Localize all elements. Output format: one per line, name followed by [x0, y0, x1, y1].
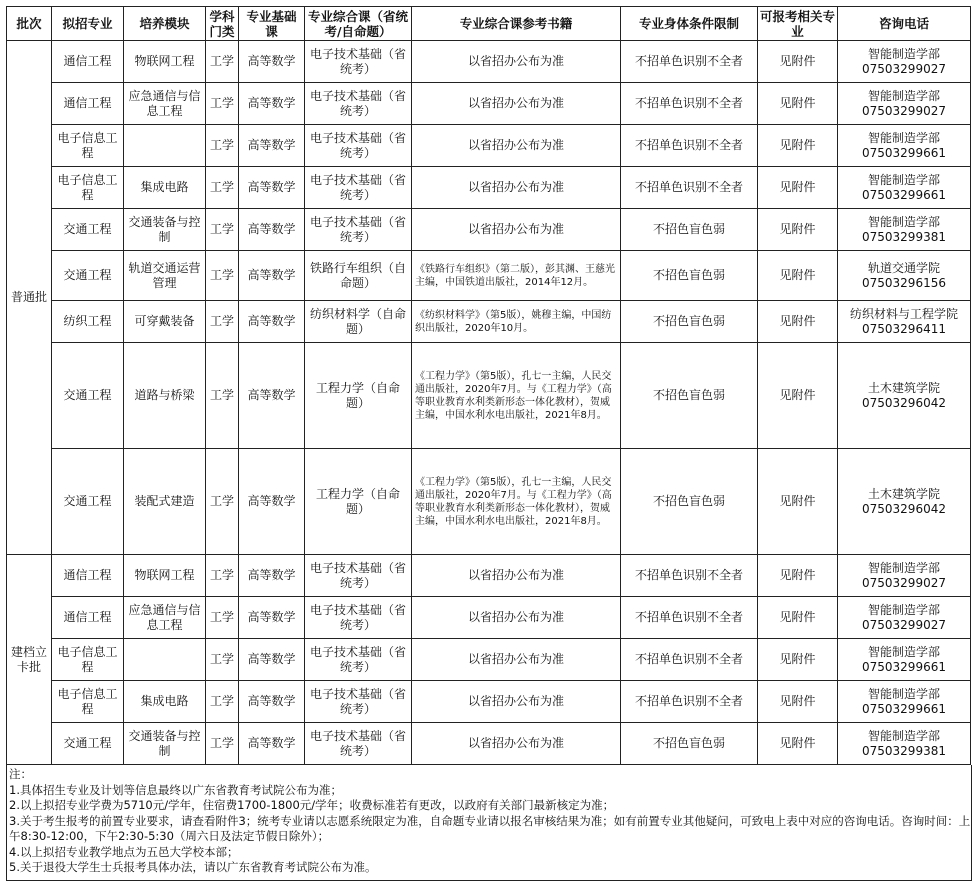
contact-cell: 智能制造学部07503299381	[838, 209, 971, 251]
physical-requirement-cell: 不招色盲色弱	[621, 449, 758, 555]
category-cell: 工学	[206, 723, 239, 765]
related-majors-cell: 见附件	[758, 343, 838, 449]
table-row	[7, 723, 971, 765]
reference-books-cell: 《工程力学》（第5版），孔七一主编，人民交通出版社，2020年7月。与《工程力学》（高等职业教育水利类新形态一体化教材），贺威主编，中国水利水电出版社，2021年8月。	[412, 449, 621, 555]
table-body	[7, 41, 971, 765]
major-cell: 通信工程	[52, 597, 124, 639]
major-cell: 纺织工程	[52, 301, 124, 343]
physical-requirement-cell: 不招单色识别不全者	[621, 125, 758, 167]
column-header: 拟招专业	[52, 7, 124, 41]
category-cell: 工学	[206, 251, 239, 301]
major-cell: 通信工程	[52, 555, 124, 597]
comprehensive-course-cell: 工程力学（自命题）	[305, 343, 412, 449]
category-cell: 工学	[206, 167, 239, 209]
major-cell: 交通工程	[52, 449, 124, 555]
major-cell: 电子信息工程	[52, 681, 124, 723]
module-cell: 应急通信与信息工程	[124, 83, 206, 125]
module-cell: 集成电路	[124, 681, 206, 723]
column-header: 可报考相关专业	[758, 7, 838, 41]
note-line: 4.以上拟招专业教学地点为五邑大学校本部；	[9, 844, 239, 859]
physical-requirement-cell: 不招色盲色弱	[621, 209, 758, 251]
column-header: 咨询电话	[838, 7, 971, 41]
table-row	[7, 639, 971, 681]
module-cell	[124, 639, 206, 681]
basic-course-cell: 高等数学	[239, 723, 305, 765]
related-majors-cell: 见附件	[758, 209, 838, 251]
comprehensive-course-cell: 电子技术基础（省统考）	[305, 41, 412, 83]
physical-requirement-cell: 不招色盲色弱	[621, 301, 758, 343]
comprehensive-course-cell: 电子技术基础（省统考）	[305, 681, 412, 723]
comprehensive-course-cell: 铁路行车组织（自命题）	[305, 251, 412, 301]
module-cell: 可穿戴装备	[124, 301, 206, 343]
module-cell	[124, 125, 206, 167]
related-majors-cell: 见附件	[758, 681, 838, 723]
reference-books-cell: 以省招办公布为准	[412, 597, 621, 639]
notes-heading: 注：	[9, 767, 32, 781]
related-majors-cell: 见附件	[758, 449, 838, 555]
note-line: 5.关于退役大学生士兵报考具体办法，请以广东省教育考试院公布为准。	[9, 860, 377, 874]
related-majors-cell: 见附件	[758, 639, 838, 681]
category-cell: 工学	[206, 449, 239, 555]
physical-requirement-cell: 不招单色识别不全者	[621, 83, 758, 125]
contact-cell: 智能制造学部07503299661	[838, 681, 971, 723]
column-header: 专业基础课	[239, 7, 305, 41]
table-row	[7, 597, 971, 639]
physical-requirement-cell: 不招色盲色弱	[621, 343, 758, 449]
reference-books-cell: 以省招办公布为准	[412, 83, 621, 125]
table-row	[7, 449, 971, 555]
basic-course-cell: 高等数学	[239, 167, 305, 209]
note-line: 2.以上拟招专业学费为5710元/学年，住宿费1700-1800元/学年；收费标准若有更改，以政府有关部门最新核定为准；	[9, 798, 615, 812]
physical-requirement-cell: 不招单色识别不全者	[621, 167, 758, 209]
module-cell: 物联网工程	[124, 555, 206, 597]
notes-section	[6, 765, 972, 881]
related-majors-cell: 见附件	[758, 597, 838, 639]
comprehensive-course-cell: 电子技术基础（省统考）	[305, 723, 412, 765]
basic-course-cell: 高等数学	[239, 301, 305, 343]
major-cell: 通信工程	[52, 41, 124, 83]
category-cell: 工学	[206, 639, 239, 681]
table-row	[7, 555, 971, 597]
reference-books-cell: 以省招办公布为准	[412, 41, 621, 83]
comprehensive-course-cell: 电子技术基础（省统考）	[305, 555, 412, 597]
physical-requirement-cell: 不招单色识别不全者	[621, 597, 758, 639]
module-cell: 道路与桥梁	[124, 343, 206, 449]
category-cell: 工学	[206, 41, 239, 83]
reference-books-cell: 《纺织材料学》（第5版），姚穆主编，中国纺织出版社，2020年10月。	[412, 301, 621, 343]
contact-cell: 智能制造学部07503299027	[838, 597, 971, 639]
category-cell: 工学	[206, 301, 239, 343]
column-header: 培养模块	[124, 7, 206, 41]
contact-cell: 纺织材料与工程学院07503296411	[838, 301, 971, 343]
category-cell: 工学	[206, 681, 239, 723]
contact-cell: 智能制造学部07503299661	[838, 167, 971, 209]
module-cell: 应急通信与信息工程	[124, 597, 206, 639]
table-row	[7, 83, 971, 125]
basic-course-cell: 高等数学	[239, 125, 305, 167]
table-row	[7, 251, 971, 301]
basic-course-cell: 高等数学	[239, 639, 305, 681]
comprehensive-course-cell: 纺织材料学（自命题）	[305, 301, 412, 343]
table-row	[7, 301, 971, 343]
admissions-table-sheet	[6, 6, 970, 881]
note-line: 1.具体招生专业及计划等信息最终以广东省教育考试院公布为准；	[9, 782, 342, 797]
major-cell: 交通工程	[52, 251, 124, 301]
admissions-table	[6, 6, 971, 765]
module-cell: 交通装备与控制	[124, 723, 206, 765]
reference-books-cell: 以省招办公布为准	[412, 209, 621, 251]
note-line: 3.关于考生报考的前置专业要求，请查看附件3；统考专业请以志愿系统限定为准，自命题专业请以报名审核结果为准；如有前置专业其他疑问，可致电上表中对应的咨询电话。咨询时间：上午8:30-12:00，下午2:30-5:30（周六日及法定节假日除外）；	[9, 813, 971, 843]
module-cell: 交通装备与控制	[124, 209, 206, 251]
table-row	[7, 681, 971, 723]
reference-books-cell: 以省招办公布为准	[412, 639, 621, 681]
related-majors-cell: 见附件	[758, 125, 838, 167]
column-header: 专业身体条件限制	[621, 7, 758, 41]
related-majors-cell: 见附件	[758, 41, 838, 83]
comprehensive-course-cell: 工程力学（自命题）	[305, 449, 412, 555]
basic-course-cell: 高等数学	[239, 209, 305, 251]
major-cell: 交通工程	[52, 723, 124, 765]
contact-cell: 土木建筑学院07503296042	[838, 343, 971, 449]
contact-cell: 智能制造学部07503299381	[838, 723, 971, 765]
contact-cell: 智能制造学部07503299661	[838, 125, 971, 167]
column-header: 批次	[7, 7, 52, 41]
column-header: 学科门类	[206, 7, 239, 41]
major-cell: 电子信息工程	[52, 125, 124, 167]
category-cell: 工学	[206, 597, 239, 639]
reference-books-cell: 以省招办公布为准	[412, 723, 621, 765]
major-cell: 电子信息工程	[52, 639, 124, 681]
module-cell: 集成电路	[124, 167, 206, 209]
physical-requirement-cell: 不招单色识别不全者	[621, 41, 758, 83]
basic-course-cell: 高等数学	[239, 83, 305, 125]
major-cell: 交通工程	[52, 209, 124, 251]
category-cell: 工学	[206, 343, 239, 449]
contact-cell: 轨道交通学院07503296156	[838, 251, 971, 301]
table-row	[7, 209, 971, 251]
basic-course-cell: 高等数学	[239, 41, 305, 83]
comprehensive-course-cell: 电子技术基础（省统考）	[305, 597, 412, 639]
major-cell: 通信工程	[52, 83, 124, 125]
basic-course-cell: 高等数学	[239, 681, 305, 723]
category-cell: 工学	[206, 555, 239, 597]
related-majors-cell: 见附件	[758, 723, 838, 765]
table-header-row	[7, 7, 971, 41]
physical-requirement-cell: 不招单色识别不全者	[621, 681, 758, 723]
comprehensive-course-cell: 电子技术基础（省统考）	[305, 83, 412, 125]
physical-requirement-cell: 不招单色识别不全者	[621, 555, 758, 597]
basic-course-cell: 高等数学	[239, 597, 305, 639]
related-majors-cell: 见附件	[758, 251, 838, 301]
related-majors-cell: 见附件	[758, 83, 838, 125]
contact-cell: 土木建筑学院07503296042	[838, 449, 971, 555]
module-cell: 装配式建造	[124, 449, 206, 555]
reference-books-cell: 以省招办公布为准	[412, 681, 621, 723]
contact-cell: 智能制造学部07503299027	[838, 555, 971, 597]
basic-course-cell: 高等数学	[239, 449, 305, 555]
basic-course-cell: 高等数学	[239, 251, 305, 301]
reference-books-cell: 《工程力学》（第5版），孔七一主编，人民交通出版社，2020年7月。与《工程力学》（高等职业教育水利类新形态一体化教材），贺威主编，中国水利水电出版社，2021年8月。	[412, 343, 621, 449]
related-majors-cell: 见附件	[758, 301, 838, 343]
comprehensive-course-cell: 电子技术基础（省统考）	[305, 639, 412, 681]
physical-requirement-cell: 不招色盲色弱	[621, 251, 758, 301]
contact-cell: 智能制造学部07503299027	[838, 83, 971, 125]
comprehensive-course-cell: 电子技术基础（省统考）	[305, 167, 412, 209]
table-row	[7, 343, 971, 449]
module-cell: 轨道交通运营管理	[124, 251, 206, 301]
table-row	[7, 125, 971, 167]
module-cell: 物联网工程	[124, 41, 206, 83]
table-row	[7, 167, 971, 209]
comprehensive-course-cell: 电子技术基础（省统考）	[305, 125, 412, 167]
basic-course-cell: 高等数学	[239, 555, 305, 597]
category-cell: 工学	[206, 209, 239, 251]
category-cell: 工学	[206, 125, 239, 167]
basic-course-cell: 高等数学	[239, 343, 305, 449]
category-cell: 工学	[206, 83, 239, 125]
column-header: 专业综合课参考书籍	[412, 7, 621, 41]
batch-cell: 普通批	[7, 41, 52, 555]
batch-cell: 建档立卡批	[7, 555, 52, 765]
physical-requirement-cell: 不招单色识别不全者	[621, 639, 758, 681]
column-header: 专业综合课（省统考/自命题）	[305, 7, 412, 41]
reference-books-cell: 以省招办公布为准	[412, 167, 621, 209]
table-row	[7, 41, 971, 83]
major-cell: 电子信息工程	[52, 167, 124, 209]
related-majors-cell: 见附件	[758, 167, 838, 209]
contact-cell: 智能制造学部07503299661	[838, 639, 971, 681]
reference-books-cell: 以省招办公布为准	[412, 555, 621, 597]
comprehensive-course-cell: 电子技术基础（省统考）	[305, 209, 412, 251]
reference-books-cell: 以省招办公布为准	[412, 125, 621, 167]
reference-books-cell: 《铁路行车组织》（第二版），彭其渊、王慈光主编，中国铁道出版社，2014年12月。	[412, 251, 621, 301]
physical-requirement-cell: 不招色盲色弱	[621, 723, 758, 765]
contact-cell: 智能制造学部07503299027	[838, 41, 971, 83]
major-cell: 交通工程	[52, 343, 124, 449]
related-majors-cell: 见附件	[758, 555, 838, 597]
